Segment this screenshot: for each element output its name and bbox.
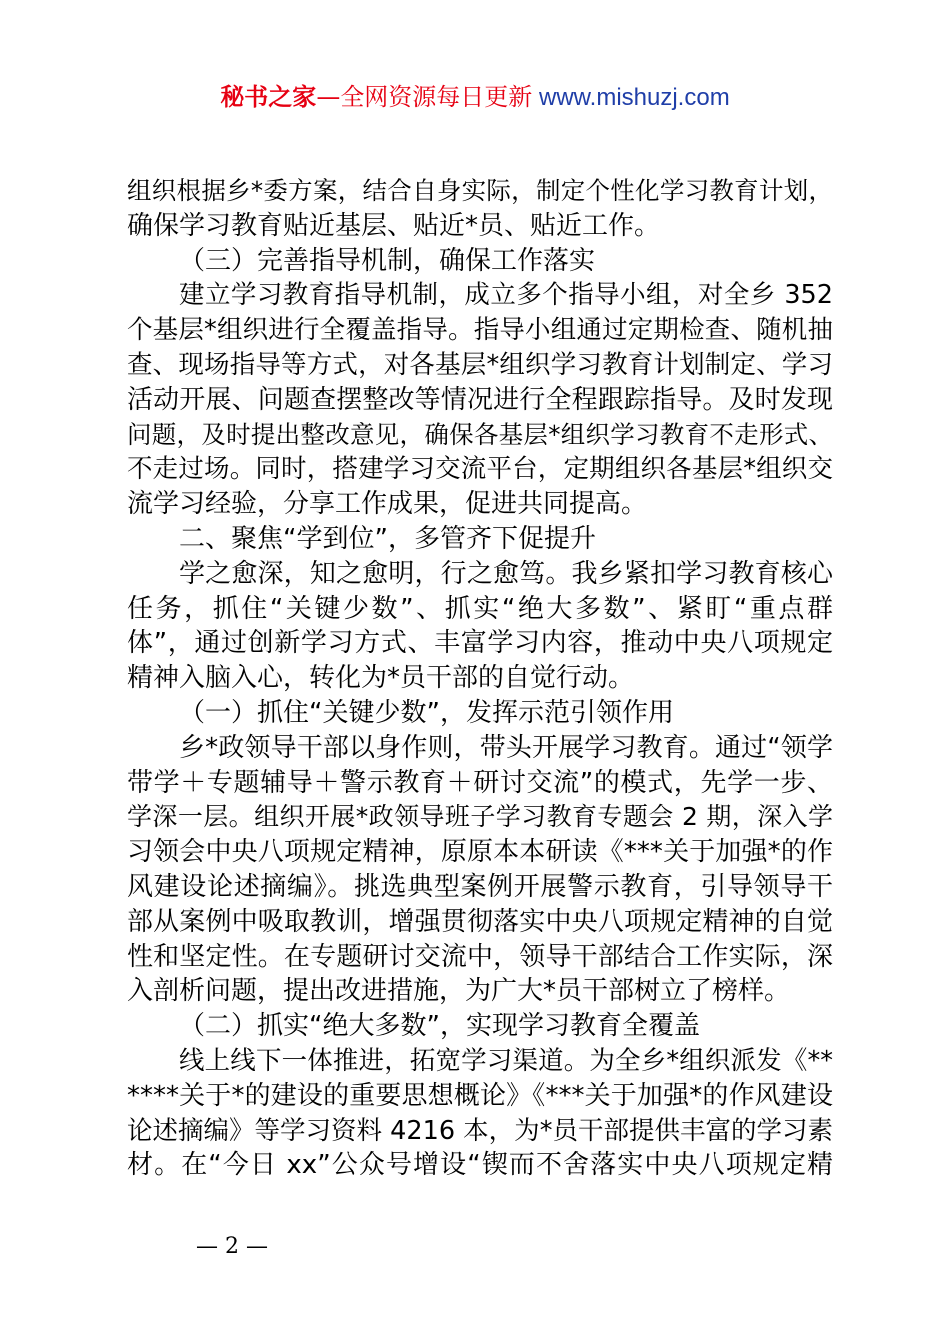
text-line: 材。在“今日 xx”公众号增设“锲而不舍落实中央八项规定精	[127, 1150, 833, 1181]
text-line: 学深一层。组织开展*政领导班子学习教育专题会 2 期，深入学	[127, 802, 833, 832]
text-line: 部从案例中吸取教训，增强贯彻落实中央八项规定精神的自觉	[127, 906, 833, 937]
text-line: 带学＋专题辅导＋警示教育＋研讨交流”的模式，先学一步、	[127, 767, 833, 798]
text-line: 问题，及时提出整改意见，确保各基层*组织学习教育不走形式、	[127, 419, 833, 449]
section-heading: （二）抓实“绝大多数”，实现学习教育全覆盖	[179, 1011, 700, 1042]
text-line: 建立学习教育指导机制，成立多个指导小组，对全乡 352	[179, 280, 833, 311]
text-line: 线上线下一体推进，拓宽学习渠道。为全乡*组织派发《**	[179, 1045, 833, 1076]
text-line: 不走过场。同时，搭建学习交流平台，定期组织各基层*组织交	[127, 454, 833, 485]
text-line: 论述摘编》等学习资料 4216 本，为*员干部提供丰富的学习素	[127, 1115, 833, 1146]
text-line: 任务，抓住“关键少数”、抓实“绝大多数”、紧盯“重点群	[127, 593, 833, 624]
text-line: 体”，通过创新学习方式、丰富学习内容，推动中央八项规定	[127, 628, 833, 659]
text-line: 性和坚定性。在专题研讨交流中，领导干部结合工作实际，深	[127, 941, 833, 972]
section-heading: 二、聚焦“学到位”，多管齐下促提升	[179, 523, 596, 554]
text-line: 风建设论述摘编》。挑选典型案例开展警示教育，引导领导干	[127, 871, 833, 902]
header-url[interactable]: www.mishuzj.com	[532, 84, 730, 111]
header-brand: 秘书之家	[220, 83, 317, 111]
section-heading: （一）抓住“关键少数”，发挥示范引领作用	[179, 697, 674, 728]
page-number: — 2 —	[196, 1234, 268, 1259]
text-line: 习领会中央八项规定精神，原原本本研读《***关于加强*的作	[127, 837, 833, 868]
text-line: 乡*政领导干部以身作则，带头开展学习教育。通过“领学	[179, 732, 833, 763]
text-line: 个基层*组织进行全覆盖指导。指导小组通过定期检查、随机抽	[127, 315, 833, 346]
text-line: 精神入脑入心，转化为*员干部的自觉行动。	[127, 663, 635, 694]
text-line: 组织根据乡*委方案，结合自身实际，制定个性化学习教育计划，	[127, 176, 833, 205]
text-line: 入剖析问题，提出改进措施，为广大*员干部树立了榜样。	[127, 976, 791, 1007]
text-line: ****关于*的建设的重要思想概论》《***关于加强*的作风建设	[127, 1080, 833, 1111]
text-line: 活动开展、问题查摆整改等情况进行全程跟踪指导。及时发现	[127, 384, 833, 415]
document-body	[127, 174, 833, 1183]
text-line: 确保学习教育贴近基层、贴近*员、贴近工作。	[127, 210, 661, 241]
page-header	[0, 80, 950, 115]
text-line: 学之愈深，知之愈明，行之愈笃。我乡紧扣学习教育核心	[179, 558, 833, 589]
section-heading: （三）完善指导机制，确保工作落实	[179, 245, 596, 276]
text-line: 查、现场指导等方式，对各基层*组织学习教育计划制定、学习	[127, 349, 833, 380]
text-line: 流学习经验，分享工作成果，促进共同提高。	[127, 489, 648, 520]
header-tagline: —全网资源每日更新	[316, 83, 533, 111]
